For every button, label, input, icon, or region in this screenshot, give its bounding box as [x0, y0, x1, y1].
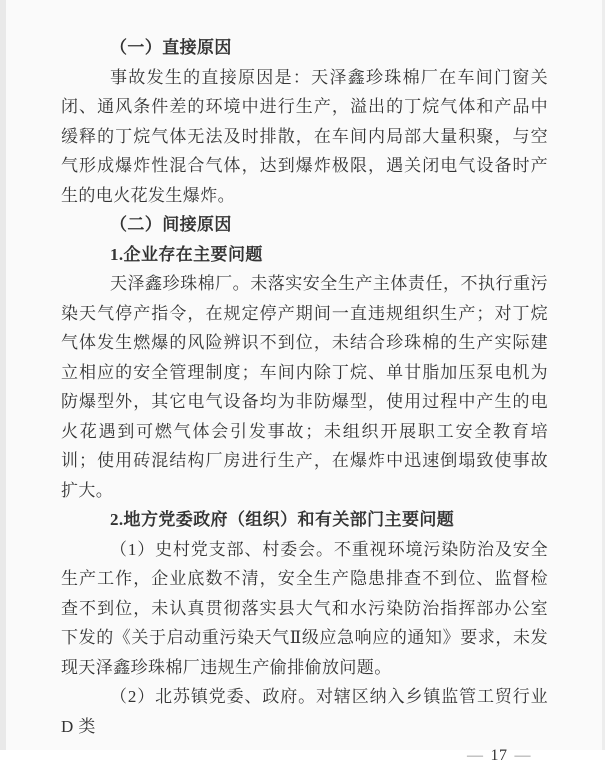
page-number-dash-left: —	[467, 747, 484, 764]
heading-enterprise-main-problems: 1.企业存在主要问题	[110, 244, 263, 264]
heading-indirect-causes: （二）间接原因	[110, 215, 232, 234]
heading-direct-causes: （一）直接原因	[110, 38, 232, 57]
para-enterprise-main-problems: 天泽鑫珍珠棉厂。未落实安全生产主体责任，不执行重污染天气停产指令，在规定停产期间一直违规组织生产；对丁烷气体发生燃爆的风险辨识不到位，未结合珍珠棉的生产实际建立相应的安全管理制度；车间内除丁烷、单甘脂加压泵电机为防爆型外，其它电气设备均为非防爆型，使用过程中产生的电火花遇到可燃气体会引发事故；未组织开展职工安全教育培训；使用砖混结构厂房进行生产，在爆炸中迅速倒塌致使事故扩大。	[61, 274, 548, 500]
heading-local-government-problems: 2.地方党委政府（组织）和有关部门主要问题	[110, 510, 455, 529]
document-body	[61, 33, 548, 771]
page-number-dash-right: —	[514, 747, 531, 764]
para-direct-causes: 事故发生的直接原因是：天泽鑫珍珠棉厂在车间门窗关闭、通风条件差的环境中进行生产，溢出的丁烷气体和产品中缓释的丁烷气体无法及时排散，在车间内局部大量积聚，与空气形成爆炸性混合气体，达到爆炸极限，遇关闭电气设备时产生的电火花发生爆炸。	[61, 67, 548, 205]
page-number-value: 17	[490, 747, 508, 764]
para-town-committee-problems: （2）北苏镇党委、政府。对辖区纳入乡镇监管工贸行业 D 类	[61, 687, 548, 736]
scan-left-edge-shadow	[0, 0, 6, 750]
para-village-committee-problems: （1）史村党支部、村委会。不重视环境污染防治及安全生产工作，企业底数不清，安全生产隐患排查不到位、监督检查不到位，未认真贯彻落实县大气和水污染防治指挥部办公室下发的《关于启动重污染天气Ⅱ级应急响应的通知》要求，未发现天泽鑫珍珠棉厂违规生产偷排偷放问题。	[61, 539, 548, 677]
page-number	[61, 741, 548, 771]
